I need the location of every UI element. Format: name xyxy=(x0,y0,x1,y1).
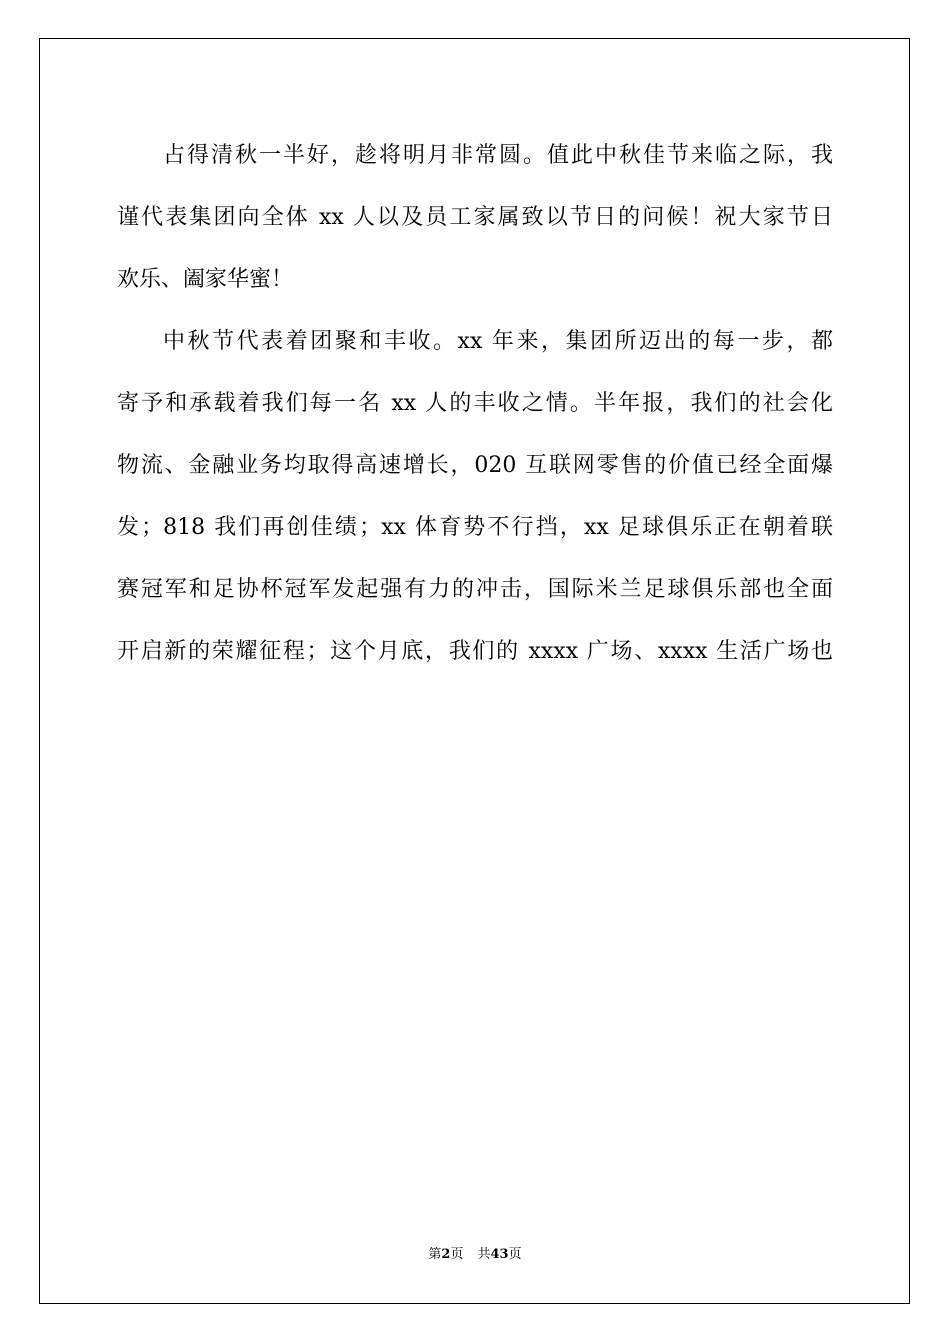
paragraph-2-line-3: 物流、金融业务均取得高速增长，020 互联网零售的价值已经全面爆 xyxy=(117,453,833,478)
total-suffix: 页 xyxy=(508,1247,522,1262)
total-prefix: 共 xyxy=(477,1247,491,1262)
paragraph-2-line-4: 发；818 我们再创佳绩；xx 体育势不行挡，xx 足球俱乐正在朝着联 xyxy=(117,515,833,540)
total-pages: 43 xyxy=(490,1247,509,1262)
page-footer xyxy=(0,1246,950,1264)
paragraph-2-line-2: 寄予和承载着我们每一名 xx 人的丰收之情。半年报，我们的社会化 xyxy=(117,391,833,416)
paragraph-1-line-1: 占得清秋一半好，趁将明月非常圆。值此中秋佳节来临之际，我 xyxy=(163,143,833,168)
page-number: 2 xyxy=(441,1247,451,1262)
paragraph-2-line-6: 开启新的荣耀征程；这个月底，我们的 xxxx 广场、xxxx 生活广场也 xyxy=(117,639,833,664)
paragraph-2-line-5: 赛冠军和足协杯冠军发起强有力的冲击，国际米兰足球俱乐部也全面 xyxy=(117,577,833,602)
page-suffix: 页 xyxy=(450,1247,464,1262)
paragraph-2-line-1: 中秋节代表着团聚和丰收。xx 年来，集团所迈出的每一步，都 xyxy=(163,329,833,354)
body-text xyxy=(117,125,833,683)
paragraph-1-line-2: 谨代表集团向全体 xx 人以及员工家属致以节日的问候！祝大家节日 xyxy=(117,205,833,230)
page-prefix: 第 xyxy=(428,1247,442,1262)
paragraph-1-line-3: 欢乐、阖家华蜜！ xyxy=(117,267,294,292)
